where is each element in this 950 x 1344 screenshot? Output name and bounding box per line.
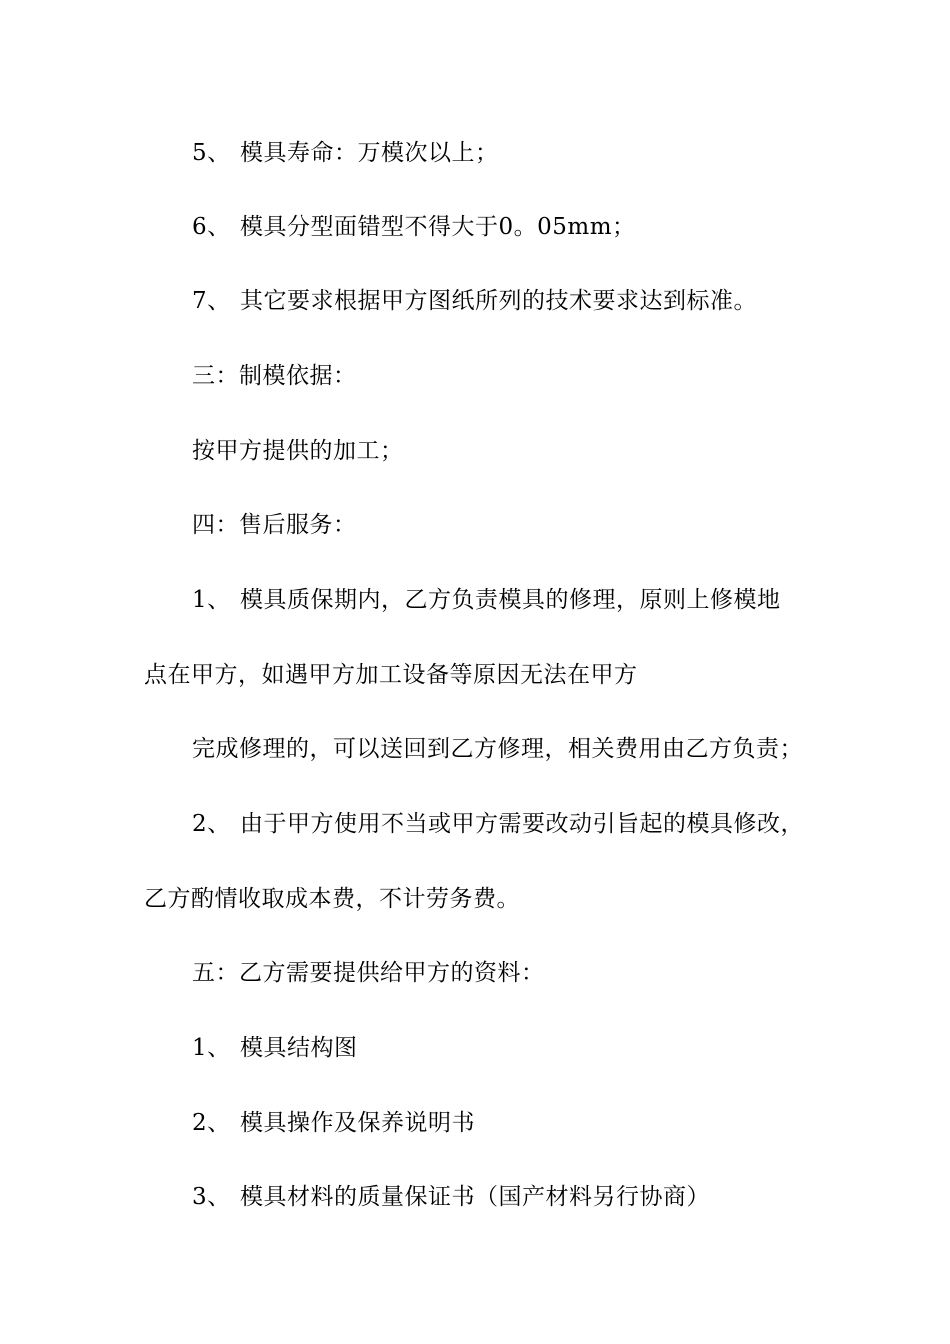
- service-clause-1-continued-2: [192, 734, 803, 764]
- deliverable-1: [192, 1033, 358, 1063]
- deliverable-3: [192, 1182, 710, 1212]
- service-clause-2: [192, 809, 804, 839]
- clause-5-mold-life: [192, 138, 499, 168]
- clause-number: 1、: [192, 1035, 231, 1061]
- section-3-heading: [192, 361, 357, 391]
- clause-text: 其它要求根据甲方图纸所列的技术要求达到标准。: [240, 288, 757, 314]
- clause-text: 模具质保期内，乙方负责模具的修理，原则上修模地: [240, 587, 781, 613]
- section-4-heading: [192, 510, 357, 540]
- paragraph-text: 完成修理的，可以送回到乙方修理，相关费用由乙方负责；: [192, 736, 803, 762]
- clause-number: 2、: [192, 1110, 231, 1136]
- clause-number: 6、: [192, 214, 231, 240]
- section-3-body: [192, 436, 404, 466]
- section-5-heading: [192, 958, 545, 988]
- clause-number: 1、: [192, 587, 231, 613]
- clause-number: 3、: [192, 1184, 231, 1210]
- service-clause-2-continued: [144, 884, 520, 914]
- service-clause-1: [192, 585, 781, 615]
- clause-7-other-requirements: [192, 286, 757, 316]
- clause-number: 2、: [192, 811, 231, 837]
- section-heading-text: 五：乙方需要提供给甲方的资料：: [192, 960, 545, 986]
- paragraph-text: 按甲方提供的加工；: [192, 438, 404, 464]
- clause-text: 模具分型面错型不得大于0。05mm；: [240, 214, 636, 240]
- clause-number: 5、: [192, 140, 231, 166]
- deliverable-2: [192, 1108, 475, 1138]
- section-heading-text: 三：制模依据：: [192, 363, 357, 389]
- clause-6-parting-tolerance: [192, 212, 636, 242]
- clause-number: 7、: [192, 288, 231, 314]
- paragraph-text: 乙方酌情收取成本费，不计劳务费。: [144, 886, 520, 912]
- clause-text: 由于甲方使用不当或甲方需要改动引旨起的模具修改，: [240, 811, 804, 837]
- paragraph-text: 点在甲方，如遇甲方加工设备等原因无法在甲方: [144, 662, 638, 688]
- clause-text: 模具材料的质量保证书（国产材料另行协商）: [240, 1184, 710, 1210]
- clause-text: 模具寿命：万模次以上；: [240, 140, 499, 166]
- clause-text: 模具操作及保养说明书: [240, 1110, 475, 1136]
- clause-text: 模具结构图: [240, 1035, 358, 1061]
- service-clause-1-continued: [144, 660, 638, 690]
- section-heading-text: 四：售后服务：: [192, 512, 357, 538]
